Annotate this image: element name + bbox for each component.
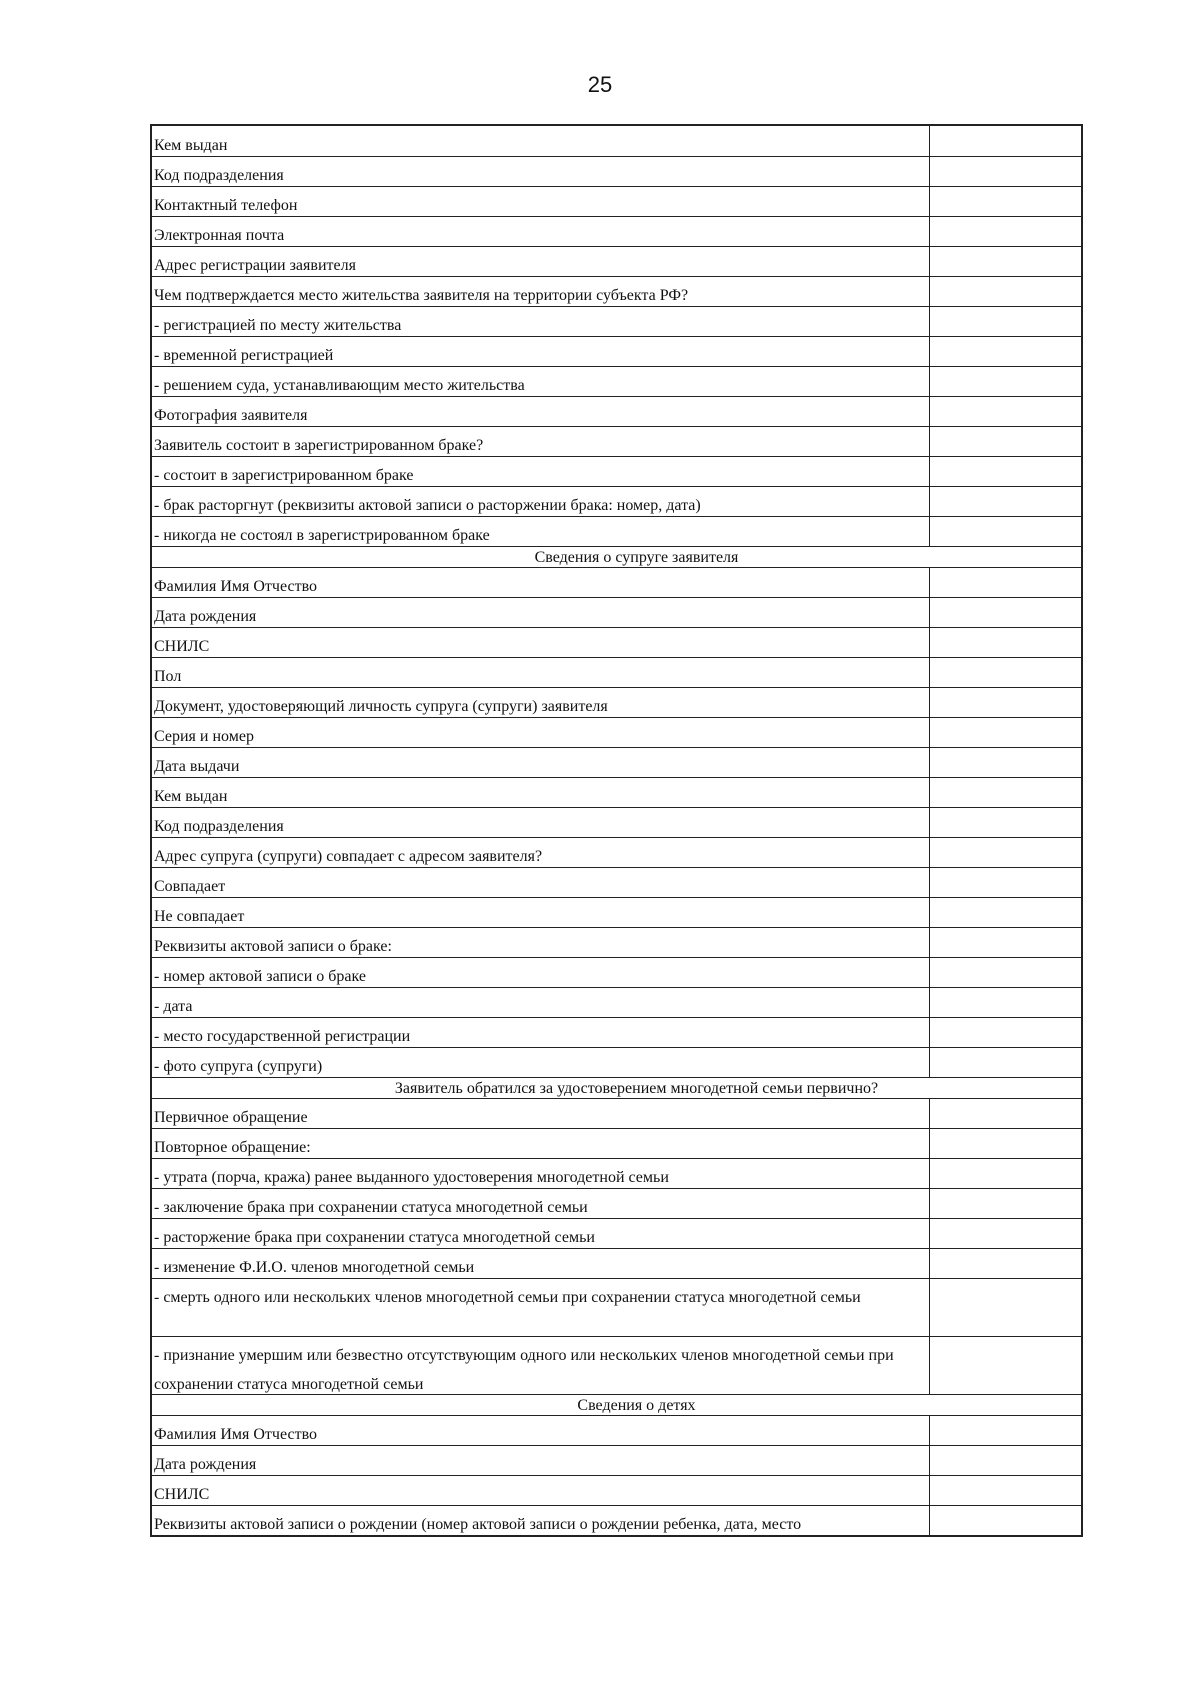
field-label: Чем подтверждается место жительства заявителя на территории субъекта РФ?	[152, 277, 930, 306]
field-value-cell[interactable]	[930, 778, 1081, 807]
field-label: Серия и номер	[152, 718, 930, 747]
field-label: Дата рождения	[152, 598, 930, 627]
form-row	[152, 306, 1081, 336]
field-value-cell[interactable]	[930, 126, 1081, 156]
field-value-cell[interactable]	[930, 988, 1081, 1017]
field-label: Повторное обращение:	[152, 1129, 930, 1158]
form-row	[152, 1047, 1081, 1077]
form-row	[152, 837, 1081, 867]
form-row	[152, 186, 1081, 216]
form-row	[152, 366, 1081, 396]
field-value-cell[interactable]	[930, 157, 1081, 186]
field-label: - никогда не состоял в зарегистрированном браке	[152, 517, 930, 546]
field-label: - дата	[152, 988, 930, 1017]
field-label: Фамилия Имя Отчество	[152, 568, 930, 597]
field-label: - номер актовой записи о браке	[152, 958, 930, 987]
field-value-cell[interactable]	[930, 1189, 1081, 1218]
field-value-cell[interactable]	[930, 1249, 1081, 1278]
form-table	[150, 124, 1083, 1537]
form-row	[152, 1098, 1081, 1128]
field-value-cell[interactable]	[930, 748, 1081, 777]
field-value-cell[interactable]	[930, 1129, 1081, 1158]
field-value-cell[interactable]	[930, 1446, 1081, 1475]
field-value-cell[interactable]	[930, 337, 1081, 366]
field-label: Реквизиты актовой записи о браке:	[152, 928, 930, 957]
field-value-cell[interactable]	[930, 1048, 1081, 1077]
form-row	[152, 807, 1081, 837]
field-value-cell[interactable]	[930, 1099, 1081, 1128]
field-value-cell[interactable]	[930, 1337, 1081, 1394]
section-heading-text: Сведения о детях	[577, 1397, 696, 1414]
field-value-cell[interactable]	[930, 457, 1081, 486]
field-value-cell[interactable]	[930, 307, 1081, 336]
field-label: Код подразделения	[152, 157, 930, 186]
field-value-cell[interactable]	[930, 568, 1081, 597]
field-value-cell[interactable]	[930, 187, 1081, 216]
field-label: Заявитель состоит в зарегистрированном браке?	[152, 427, 930, 456]
form-row	[152, 777, 1081, 807]
field-label: Дата рождения	[152, 1446, 930, 1475]
field-value-cell[interactable]	[930, 628, 1081, 657]
form-row	[152, 276, 1081, 306]
field-value-cell[interactable]	[930, 1279, 1081, 1336]
section-heading-text: Сведения о супруге заявителя	[534, 549, 739, 566]
field-label: Фотография заявителя	[152, 397, 930, 426]
field-value-cell[interactable]	[930, 658, 1081, 687]
field-label: - утрата (порча, кража) ранее выданного удостоверения многодетной семьи	[152, 1159, 930, 1188]
field-label: Дата выдачи	[152, 748, 930, 777]
field-label: Первичное обращение	[152, 1099, 930, 1128]
form-row	[152, 1158, 1081, 1188]
field-value-cell[interactable]	[930, 898, 1081, 927]
field-label: Фамилия Имя Отчество	[152, 1416, 930, 1445]
form-row	[152, 1248, 1081, 1278]
field-label: Адрес регистрации заявителя	[152, 247, 930, 276]
field-label: Документ, удостоверяющий личность супруга (супруги) заявителя	[152, 688, 930, 717]
field-value-cell[interactable]	[930, 1159, 1081, 1188]
field-value-cell[interactable]	[930, 688, 1081, 717]
field-value-cell[interactable]	[930, 718, 1081, 747]
field-value-cell[interactable]	[930, 427, 1081, 456]
field-label: Пол	[152, 658, 930, 687]
field-value-cell[interactable]	[930, 808, 1081, 837]
section-heading	[152, 1077, 1081, 1098]
field-label: - временной регистрацией	[152, 337, 930, 366]
form-row	[152, 1128, 1081, 1158]
field-label: СНИЛС	[152, 1476, 930, 1505]
field-value-cell[interactable]	[930, 868, 1081, 897]
form-row	[152, 456, 1081, 486]
field-label: - регистрацией по месту жительства	[152, 307, 930, 336]
form-row	[152, 486, 1081, 516]
field-label: Реквизиты актовой записи о рождении (номер актовой записи о рождении ребенка, дата, место	[152, 1506, 930, 1535]
field-label: - смерть одного или нескольких членов многодетной семьи при сохранении статуса многодетной семьи	[152, 1279, 930, 1336]
field-value-cell[interactable]	[930, 397, 1081, 426]
form-row	[152, 1445, 1081, 1475]
field-label: - состоит в зарегистрированном браке	[152, 457, 930, 486]
form-row	[152, 1336, 1081, 1394]
field-label: - расторжение брака при сохранении статуса многодетной семьи	[152, 1219, 930, 1248]
form-row	[152, 657, 1081, 687]
form-row	[152, 927, 1081, 957]
field-value-cell[interactable]	[930, 277, 1081, 306]
form-row	[152, 1188, 1081, 1218]
field-value-cell[interactable]	[930, 1506, 1081, 1535]
field-label: Совпадает	[152, 868, 930, 897]
field-value-cell[interactable]	[930, 487, 1081, 516]
field-value-cell[interactable]	[930, 1219, 1081, 1248]
form-row	[152, 897, 1081, 927]
form-row	[152, 627, 1081, 657]
field-label: Электронная почта	[152, 217, 930, 246]
form-row	[152, 426, 1081, 456]
field-label: Контактный телефон	[152, 187, 930, 216]
field-label: - брак расторгнут (реквизиты актовой записи о расторжении брака: номер, дата)	[152, 487, 930, 516]
field-value-cell[interactable]	[930, 1416, 1081, 1445]
form-row	[152, 867, 1081, 897]
form-row	[152, 1218, 1081, 1248]
field-value-cell[interactable]	[930, 217, 1081, 246]
field-label: Кем выдан	[152, 778, 930, 807]
field-value-cell[interactable]	[930, 838, 1081, 867]
field-label: Кем выдан	[152, 126, 930, 156]
field-label: Код подразделения	[152, 808, 930, 837]
form-row	[152, 396, 1081, 426]
page-number: 25	[587, 72, 613, 97]
form-row	[152, 957, 1081, 987]
form-row	[152, 1017, 1081, 1047]
form-row	[152, 987, 1081, 1017]
field-label: Не совпадает	[152, 898, 930, 927]
form-row	[152, 1415, 1081, 1445]
field-label: Адрес супруга (супруги) совпадает с адресом заявителя?	[152, 838, 930, 867]
field-value-cell[interactable]	[930, 928, 1081, 957]
form-row	[152, 717, 1081, 747]
field-label: - признание умершим или безвестно отсутствующим одного или нескольких членов многодетной семьи при сохранении статуса многодетной семьи	[152, 1337, 930, 1394]
form-row	[152, 126, 1081, 156]
field-value-cell[interactable]	[930, 1018, 1081, 1047]
form-row	[152, 1278, 1081, 1336]
field-label: - заключение брака при сохранении статуса многодетной семьи	[152, 1189, 930, 1218]
form-row	[152, 516, 1081, 546]
field-value-cell[interactable]	[930, 598, 1081, 627]
field-value-cell[interactable]	[930, 1476, 1081, 1505]
form-row	[152, 1475, 1081, 1505]
field-value-cell[interactable]	[930, 958, 1081, 987]
section-heading	[152, 546, 1081, 567]
field-value-cell[interactable]	[930, 367, 1081, 396]
field-label: - фото супруга (супруги)	[152, 1048, 930, 1077]
field-label: - решением суда, устанавливающим место жительства	[152, 367, 930, 396]
section-heading-text: Заявитель обратился за удостоверением многодетной семьи первично?	[394, 1080, 879, 1097]
form-row	[152, 687, 1081, 717]
form-row	[152, 747, 1081, 777]
form-row	[152, 156, 1081, 186]
form-row	[152, 597, 1081, 627]
form-row	[152, 336, 1081, 366]
field-value-cell[interactable]	[930, 247, 1081, 276]
field-value-cell[interactable]	[930, 517, 1081, 546]
form-row	[152, 246, 1081, 276]
field-label: - место государственной регистрации	[152, 1018, 930, 1047]
form-row	[152, 216, 1081, 246]
form-row	[152, 567, 1081, 597]
form-row	[152, 1505, 1081, 1535]
field-label: - изменение Ф.И.О. членов многодетной семьи	[152, 1249, 930, 1278]
field-label: СНИЛС	[152, 628, 930, 657]
